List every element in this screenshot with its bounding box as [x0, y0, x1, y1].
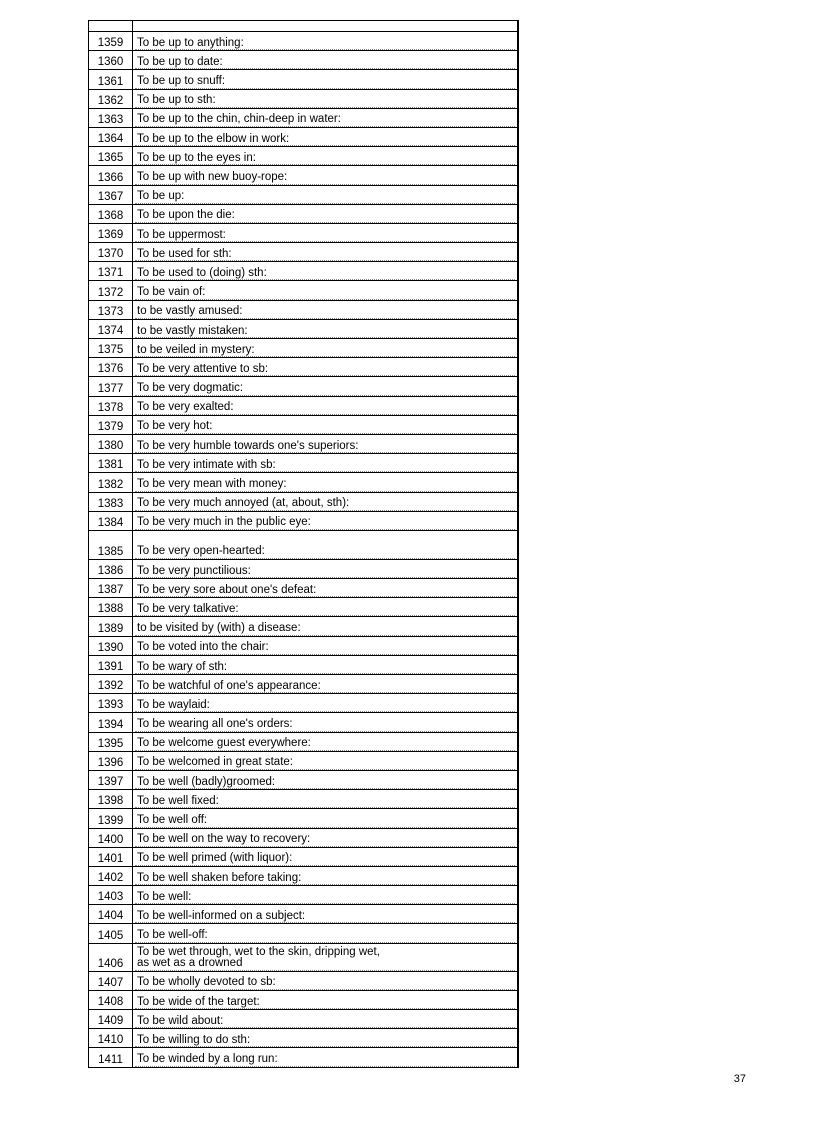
row-phrase: [133, 109, 517, 127]
row-number: 1382: [89, 473, 133, 491]
dotted-rule: [135, 184, 515, 185]
dotted-rule: [135, 68, 515, 69]
row-phrase: [133, 790, 517, 808]
row-phrase-text: To be welcome guest everywhere:: [137, 737, 311, 750]
row-number: 1404: [89, 905, 133, 923]
row-phrase-text: To be vain of:: [137, 286, 206, 299]
row-phrase: [133, 771, 517, 789]
row-number: 1380: [89, 435, 133, 453]
dotted-rule: [135, 1008, 515, 1009]
row-phrase: [133, 675, 517, 693]
row-phrase: [133, 944, 517, 971]
table-row: [89, 531, 517, 560]
row-phrase-text: To be up to the chin, chin-deep in water:: [137, 113, 341, 126]
row-phrase: [133, 186, 517, 204]
row-phrase-text: To be very sore about one's defeat:: [137, 583, 317, 596]
row-number: 1381: [89, 454, 133, 472]
row-phrase-text: To be very dogmatic:: [137, 382, 244, 395]
table-row: [89, 598, 517, 617]
row-phrase-text: To be up to date:: [137, 55, 223, 68]
table-row: [89, 790, 517, 809]
table-row: [89, 416, 517, 435]
row-number: 1375: [89, 339, 133, 357]
row-phrase-text: To be well shaken before taking:: [137, 871, 302, 884]
dotted-rule: [135, 577, 515, 578]
row-number: 1362: [89, 90, 133, 108]
table-row: [89, 617, 517, 636]
table-row: [89, 733, 517, 752]
dotted-rule: [135, 529, 515, 530]
row-number: 1399: [89, 809, 133, 827]
row-phrase: [133, 397, 517, 415]
row-phrase-text: To be well-informed on a subject:: [137, 909, 306, 922]
row-number: 1360: [89, 51, 133, 69]
row-phrase-text: To be up to the elbow in work:: [137, 132, 290, 145]
row-phrase: [133, 829, 517, 847]
row-phrase: [133, 809, 517, 827]
row-phrase: [133, 473, 517, 491]
row-number: 1392: [89, 675, 133, 693]
row-phrase: [133, 531, 517, 559]
table-row: [89, 694, 517, 713]
dotted-rule: [135, 769, 515, 770]
dotted-rule: [135, 731, 515, 732]
row-phrase: [133, 205, 517, 223]
row-phrase-text: To be very talkative:: [137, 602, 239, 615]
row-phrase: [133, 301, 517, 319]
row-phrase-text: To be used to (doing) sth:: [137, 266, 267, 279]
table-row: [89, 867, 517, 886]
table-row: [89, 905, 517, 924]
table-row: [89, 848, 517, 867]
dotted-rule: [135, 903, 515, 904]
row-number: 1393: [89, 694, 133, 712]
row-number: 1385: [89, 531, 133, 559]
dotted-rule: [135, 433, 515, 434]
dotted-rule: [135, 1046, 515, 1047]
table-row: [89, 829, 517, 848]
row-phrase-text: To be up to the eyes in:: [137, 151, 256, 164]
table-row: [89, 512, 517, 531]
row-number: 1406: [89, 944, 133, 971]
row-number: 1374: [89, 320, 133, 338]
row-phrase-text: To be well:: [137, 890, 192, 903]
dotted-rule: [135, 922, 515, 923]
row-phrase: [133, 1029, 517, 1047]
row-phrase: [133, 128, 517, 146]
row-number: 1367: [89, 186, 133, 204]
dotted-rule: [135, 942, 515, 943]
row-phrase: [133, 886, 517, 904]
row-phrase-text: To be willing to do sth:: [137, 1033, 251, 1046]
row-phrase: [133, 358, 517, 376]
table-row: [89, 243, 517, 262]
row-number: 1409: [89, 1010, 133, 1028]
dotted-rule: [135, 88, 515, 89]
row-phrase: [133, 70, 517, 88]
row-number: 1387: [89, 579, 133, 597]
dotted-rule: [135, 279, 515, 280]
row-phrase: [133, 377, 517, 395]
table-row: [89, 675, 517, 694]
row-phrase-text: To be well on the way to recovery:: [137, 833, 311, 846]
table-row: [89, 224, 517, 243]
row-phrase: [133, 435, 517, 453]
row-phrase: [133, 32, 517, 50]
table-row: [89, 32, 517, 51]
page-number: 37: [733, 1073, 746, 1085]
table-row: [89, 713, 517, 732]
table-row: [89, 147, 517, 166]
row-number: 1411: [89, 1048, 133, 1066]
row-phrase-text: to be vastly amused:: [137, 305, 243, 318]
row-phrase: [133, 905, 517, 923]
table-row: [89, 205, 517, 224]
row-number: 1379: [89, 416, 133, 434]
table-row: [89, 656, 517, 675]
row-phrase: [133, 416, 517, 434]
dotted-rule: [135, 827, 515, 828]
table-row: [89, 358, 517, 377]
table-row: [89, 339, 517, 358]
row-phrase-text: To be very punctilious:: [137, 564, 251, 577]
dotted-rule: [135, 692, 515, 693]
row-phrase: [133, 1010, 517, 1028]
dotted-rule: [135, 222, 515, 223]
dotted-rule: [135, 807, 515, 808]
row-number: 1388: [89, 598, 133, 616]
dotted-rule: [135, 395, 515, 396]
dotted-rule: [135, 260, 515, 261]
row-phrase-text: To be very mean with money:: [137, 478, 287, 490]
dotted-rule: [135, 1066, 515, 1067]
dotted-rule: [135, 452, 515, 453]
row-phrase-text: To be well off:: [137, 814, 208, 826]
row-number: 1372: [89, 281, 133, 299]
table-body: [89, 32, 517, 1068]
row-number: 1407: [89, 972, 133, 990]
table-row: [89, 637, 517, 656]
row-phrase-text: to be veiled in mystery:: [137, 343, 255, 356]
row-number: 1363: [89, 109, 133, 127]
row-number: 1365: [89, 147, 133, 165]
row-number: 1373: [89, 301, 133, 319]
dotted-rule: [135, 865, 515, 866]
row-phrase: [133, 656, 517, 674]
row-number: 1389: [89, 617, 133, 635]
dotted-rule: [135, 750, 515, 751]
row-phrase-text: To be wet through, wet to the skin, dripping wet, as wet as a drowned: [137, 945, 380, 970]
row-phrase: [133, 262, 517, 280]
row-phrase-text: To be well fixed:: [137, 794, 219, 807]
row-phrase-text: To be welcomed in great state:: [137, 756, 293, 769]
dotted-rule: [135, 241, 515, 242]
row-phrase: [133, 752, 517, 770]
dotted-rule: [135, 788, 515, 789]
dotted-rule: [135, 337, 515, 338]
table-row: [89, 972, 517, 991]
row-number: 1408: [89, 991, 133, 1009]
table-row: [89, 771, 517, 790]
row-number: 1391: [89, 656, 133, 674]
table-row: [89, 109, 517, 128]
row-phrase-text: To be well (badly)groomed:: [137, 775, 276, 788]
table-row: [89, 560, 517, 579]
row-phrase: [133, 224, 517, 242]
dotted-rule: [135, 615, 515, 616]
dotted-rule: [135, 558, 515, 559]
table-row: [89, 377, 517, 396]
row-phrase-text: To be upon the die:: [137, 209, 235, 222]
row-phrase: [133, 166, 517, 184]
table-row: [89, 1048, 517, 1067]
row-number: 1397: [89, 771, 133, 789]
dotted-rule: [135, 107, 515, 108]
dotted-rule: [135, 375, 515, 376]
row-number: 1376: [89, 358, 133, 376]
row-phrase: [133, 560, 517, 578]
table-row: [89, 752, 517, 771]
row-phrase-text: To be used for sth:: [137, 247, 232, 260]
table-row: [89, 320, 517, 339]
row-phrase: [133, 90, 517, 108]
row-phrase-text: To be well primed (with liquor):: [137, 852, 293, 865]
phrase-table: [88, 20, 519, 1068]
row-phrase: [133, 493, 517, 511]
table-row: [89, 186, 517, 205]
table-row: [89, 301, 517, 320]
row-number: 1402: [89, 867, 133, 885]
dotted-rule: [135, 711, 515, 712]
row-phrase: [133, 579, 517, 597]
row-number: 1384: [89, 512, 133, 530]
row-number: 1371: [89, 262, 133, 280]
row-number: 1359: [89, 32, 133, 50]
row-phrase: [133, 454, 517, 472]
row-phrase-text: To be well-off:: [137, 929, 208, 942]
row-number: 1370: [89, 243, 133, 261]
row-phrase-text: To be watchful of one's appearance:: [137, 679, 321, 692]
table-row: [89, 51, 517, 70]
table-row: [89, 1010, 517, 1029]
table-row: [89, 128, 517, 147]
dotted-rule: [135, 299, 515, 300]
row-phrase: [133, 848, 517, 866]
row-phrase-text: To be very attentive to sb:: [137, 362, 269, 375]
row-number: 1395: [89, 733, 133, 751]
dotted-rule: [135, 1027, 515, 1028]
table-row: [89, 435, 517, 454]
row-number: 1403: [89, 886, 133, 904]
row-number: 1369: [89, 224, 133, 242]
table-row: [89, 1029, 517, 1048]
dotted-rule: [135, 596, 515, 597]
dotted-rule: [135, 145, 515, 146]
row-phrase: [133, 1048, 517, 1066]
row-phrase-text: To be very much annoyed (at, about, sth):: [137, 497, 350, 510]
row-number: 1383: [89, 493, 133, 511]
table-top-spacer: [89, 21, 517, 32]
dotted-rule: [135, 126, 515, 127]
row-phrase-text: To be up to anything:: [137, 36, 244, 49]
row-phrase: [133, 924, 517, 942]
row-number: 1410: [89, 1029, 133, 1047]
table-row: [89, 397, 517, 416]
row-phrase-text: To be very hot:: [137, 420, 213, 433]
table-row: [89, 809, 517, 828]
row-phrase-text: To be waylaid:: [137, 698, 210, 711]
row-phrase: [133, 147, 517, 165]
row-phrase: [133, 339, 517, 357]
dotted-rule: [135, 203, 515, 204]
row-phrase: [133, 320, 517, 338]
dotted-rule: [135, 970, 515, 971]
row-phrase-text: To be wild about:: [137, 1014, 224, 1027]
row-phrase: [133, 243, 517, 261]
table-row: [89, 281, 517, 300]
row-phrase: [133, 51, 517, 69]
row-phrase-text: To be up:: [137, 190, 185, 203]
table-row: [89, 90, 517, 109]
row-phrase: [133, 972, 517, 990]
row-phrase-text: To be very humble towards one's superiors:: [137, 439, 359, 452]
row-phrase: [133, 281, 517, 299]
row-number: 1396: [89, 752, 133, 770]
dotted-rule: [135, 510, 515, 511]
row-phrase-text: to be visited by (with) a disease:: [137, 622, 301, 635]
dotted-rule: [135, 414, 515, 415]
dotted-rule: [135, 164, 515, 165]
dotted-rule: [135, 491, 515, 492]
row-number: 1366: [89, 166, 133, 184]
table-row: [89, 991, 517, 1010]
row-number: 1386: [89, 560, 133, 578]
table-row: [89, 944, 517, 972]
row-number: 1361: [89, 70, 133, 88]
row-phrase-text: to be vastly mistaken:: [137, 324, 248, 337]
dotted-rule: [135, 471, 515, 472]
dotted-rule: [135, 846, 515, 847]
dotted-rule: [135, 673, 515, 674]
table-row: [89, 262, 517, 281]
row-phrase-text: To be very open-hearted:: [137, 545, 265, 558]
row-phrase-text: To be up with new buoy-rope:: [137, 171, 288, 183]
table-row: [89, 579, 517, 598]
row-phrase-text: To be voted into the chair:: [137, 641, 269, 654]
row-number: 1378: [89, 397, 133, 415]
dotted-rule: [135, 989, 515, 990]
dotted-rule: [135, 635, 515, 636]
row-phrase-text: To be wearing all one's orders:: [137, 718, 293, 731]
row-phrase-text: To be very exalted:: [137, 401, 234, 414]
row-phrase-text: To be up to sth:: [137, 94, 216, 107]
row-number: 1390: [89, 637, 133, 655]
row-number: 1377: [89, 377, 133, 395]
row-phrase: [133, 733, 517, 751]
row-phrase-text: To be wide of the target:: [137, 995, 260, 1008]
row-phrase-text: To be wholly devoted to sb:: [137, 976, 276, 989]
row-phrase: [133, 598, 517, 616]
dotted-rule: [135, 49, 515, 50]
row-phrase: [133, 694, 517, 712]
dotted-rule: [135, 884, 515, 885]
table-row: [89, 493, 517, 512]
row-number: 1364: [89, 128, 133, 146]
row-phrase: [133, 637, 517, 655]
row-number: 1368: [89, 205, 133, 223]
dotted-rule: [135, 356, 515, 357]
row-number: 1401: [89, 848, 133, 866]
row-phrase: [133, 991, 517, 1009]
row-phrase-text: To be uppermost:: [137, 228, 226, 241]
table-row: [89, 473, 517, 492]
row-phrase: [133, 512, 517, 530]
row-phrase-text: To be winded by a long run:: [137, 1053, 278, 1066]
row-phrase-text: To be up to snuff:: [137, 75, 226, 88]
row-number: 1400: [89, 829, 133, 847]
table-row: [89, 886, 517, 905]
dotted-rule: [135, 654, 515, 655]
table-row: [89, 454, 517, 473]
row-phrase-text: To be very much in the public eye:: [137, 516, 311, 529]
table-row: [89, 924, 517, 943]
row-phrase-text: To be wary of sth:: [137, 660, 228, 673]
table-row: [89, 166, 517, 185]
row-number: 1405: [89, 924, 133, 942]
dotted-rule: [135, 318, 515, 319]
row-phrase: [133, 867, 517, 885]
row-phrase: [133, 617, 517, 635]
row-number: 1398: [89, 790, 133, 808]
row-number: 1394: [89, 713, 133, 731]
row-phrase: [133, 713, 517, 731]
table-row: [89, 70, 517, 89]
row-phrase-text: To be very intimate with sb:: [137, 458, 276, 471]
